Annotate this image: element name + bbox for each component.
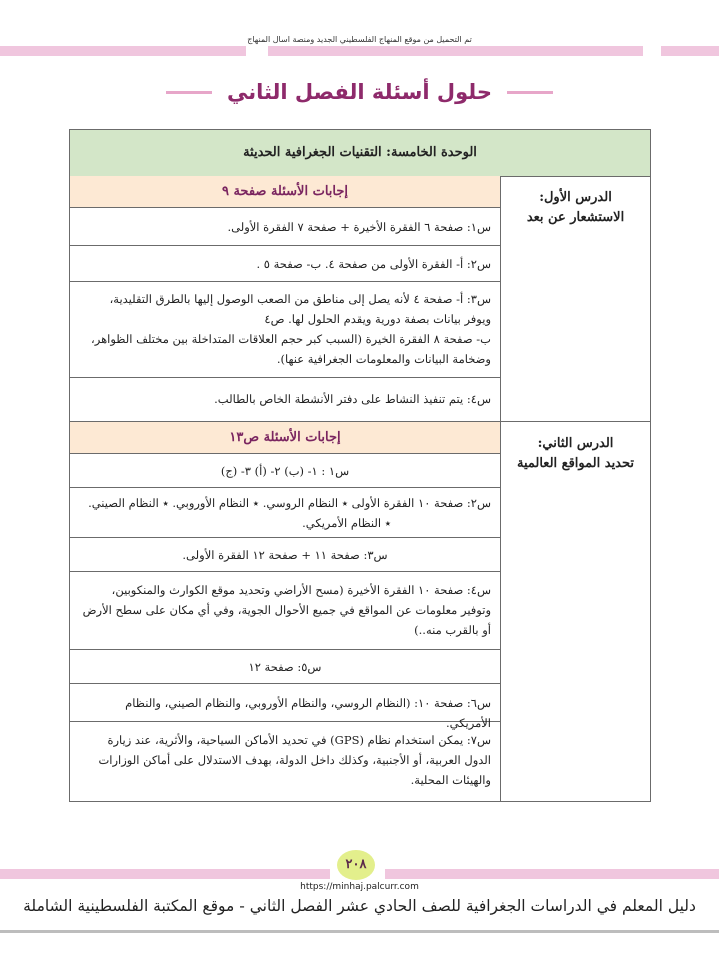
title-line-left bbox=[166, 91, 212, 94]
lesson1-cell bbox=[500, 176, 650, 422]
lesson1-answers-header: إجابات الأسئلة صفحة ٩ bbox=[70, 176, 500, 208]
l2-q7: س٧: يمكن استخدام نظام (GPS) في تحديد الأماكن السياحية، والأثرية، عند زيارة الدول العربية، أو الأجنبية، وكذلك داخل الدولة، بهدف الاستدلال على أماكن الوزارات والهيئات المحلية. bbox=[98, 733, 491, 787]
footer-band-right bbox=[385, 869, 719, 879]
title-line-right bbox=[507, 91, 553, 94]
site-url: https://minhaj.palcurr.com bbox=[300, 882, 419, 892]
footer-line bbox=[0, 930, 719, 933]
page-number-badge: ٢٠٨ bbox=[337, 850, 375, 880]
lesson2-title: الدرس الثاني: bbox=[537, 436, 614, 451]
l1-q3: س٣: أ- صفحة ٤ لأنه يصل إلى مناطق من الصعب الوصول إليها بالطرق التقليدية، ويوفر بيانات بصفة دورية ويقدم الحلول لها. ص٤ ب- صفحة ٨ الفقرة الخيرة (السبب كبر حجم العلاقات المتداخلة بين مختلف الظواهر، وضخامة البيانات والمعلومات الجغرافية عنها). bbox=[70, 282, 500, 378]
lesson1-name: الاستشعار عن بعد bbox=[526, 210, 625, 225]
unit-header: الوحدة الخامسة: التقنيات الجغرافية الحديثة bbox=[70, 130, 650, 177]
l1-q2: س٢: أ- الفقرة الأولى من صفحة ٤. ب- صفحة ٥ . bbox=[70, 246, 500, 282]
l2-q2: س٢: صفحة ١٠ الفقرة الأولى ٭ النظام الروسي. ٭ النظام الأوروبي. ٭ النظام الصيني. ٭ النظام الأمريكي. bbox=[70, 488, 500, 538]
lesson1-title: الدرس الأول: bbox=[539, 190, 612, 205]
l2-q3: س٣: صفحة ١١ + صفحة ١٢ الفقرة الأولى. bbox=[70, 538, 500, 572]
l1-q1: س١: صفحة ٦ الفقرة الأخيرة + صفحة ٧ الفقرة الأولى. bbox=[70, 208, 500, 246]
lesson2-name: تحديد المواقع العالمية bbox=[516, 456, 635, 471]
l2-q6: س٦: صفحة ١٠: (النظام الروسي، والنظام الأوروبي، والنظام الصيني، والنظام الأمريكي. bbox=[70, 684, 500, 722]
lesson2-answers-header: إجابات الأسئلة ص١٣ bbox=[70, 422, 500, 454]
l1-q4: س٤: يتم تنفيذ النشاط على دفتر الأنشطة الخاص بالطالب. bbox=[70, 378, 500, 422]
footer-band-left bbox=[0, 869, 330, 879]
lesson2-cell bbox=[500, 422, 650, 802]
lesson1-answers bbox=[70, 176, 500, 422]
l2-q5: س٥: صفحة ١٢ bbox=[70, 650, 500, 684]
title-row bbox=[0, 80, 719, 104]
header-band-middle bbox=[268, 46, 643, 56]
lesson2-answers bbox=[70, 422, 500, 802]
answers-table bbox=[69, 129, 651, 802]
l2-q4: س٤: صفحة ١٠ الفقرة الأخيرة (مسح الأراضي وتحديد موقع الكوارث والمنكوبين، وتوفير معلومات عن المواقع في جميع الأحوال الجوية، وفي أي مكان على سطح الأرض أو بالقرب منه..) bbox=[70, 572, 500, 650]
page-title: حلول أسئلة الفصل الثاني bbox=[226, 80, 493, 104]
header-band-right bbox=[661, 46, 719, 56]
download-note: تم التحميل من موقع المنهاج الفلسطيني الجديد ومنصة اسال المنهاج bbox=[247, 35, 472, 44]
guide-title: دليل المعلم في الدراسات الجغرافية للصف الحادي عشر الفصل الثاني - موقع المكتبة الفلسطينية الشاملة bbox=[23, 897, 696, 915]
l2-q1: س١ : ١- (ب) ٢- (أ) ٣- (ج) bbox=[70, 454, 500, 488]
header-band-left bbox=[0, 46, 246, 56]
